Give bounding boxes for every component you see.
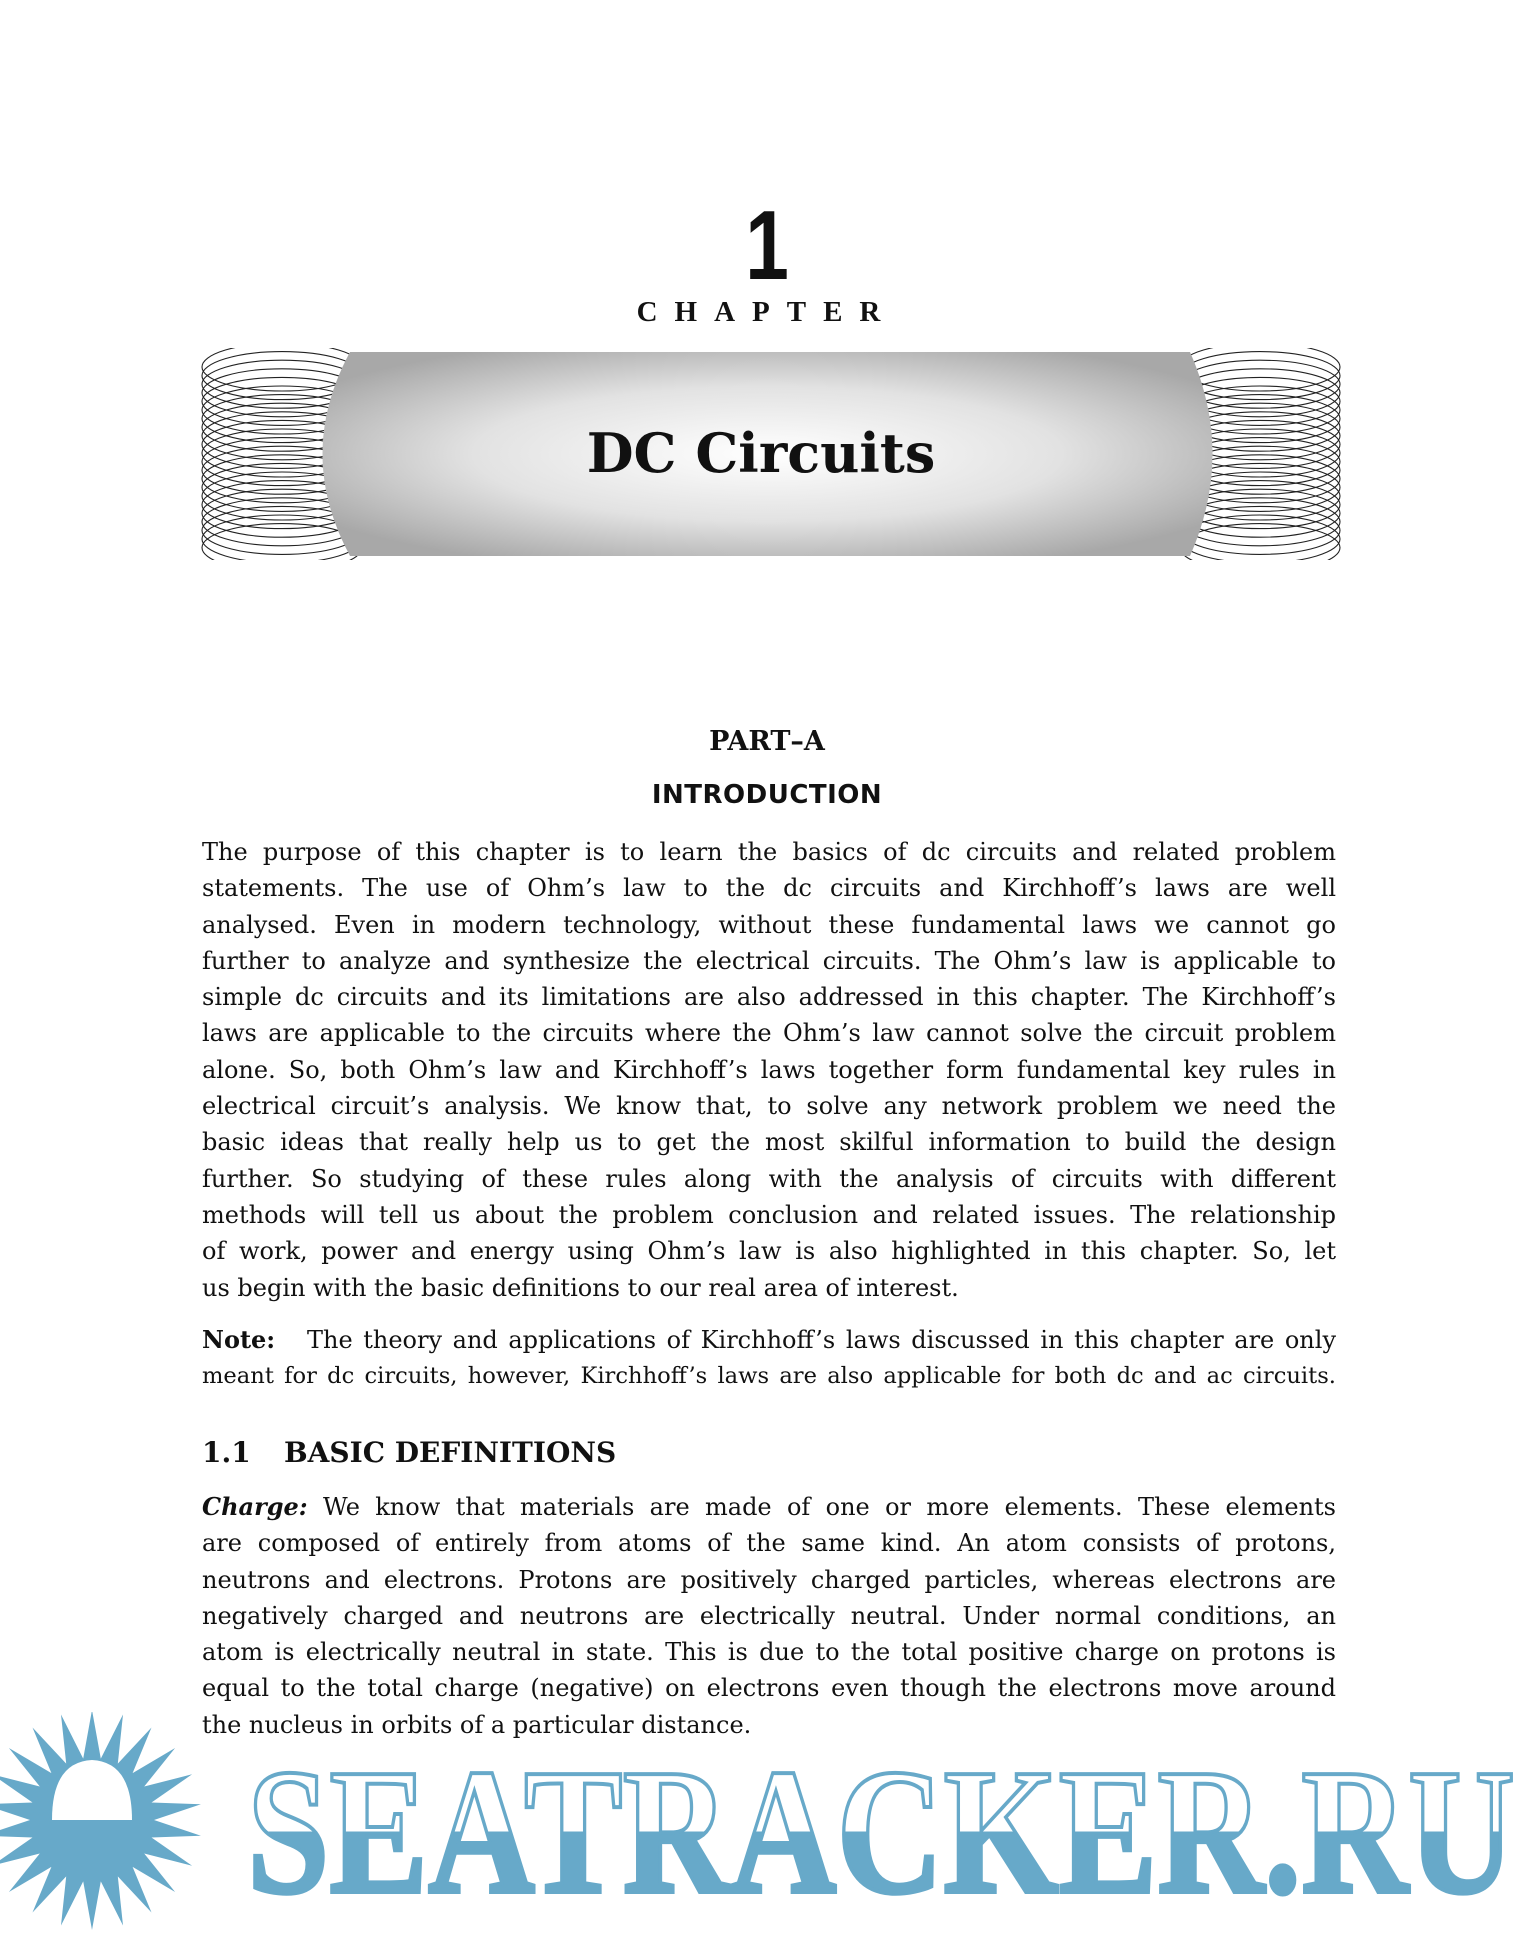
- paragraph-line: basic ideas that really help us to get the most skilful information to build the design: [202, 1128, 1336, 1157]
- paragraph-line: us begin with the basic definitions to our real area of interest.: [202, 1273, 959, 1302]
- paragraph-line: methods will tell us about the problem conclusion and related issues. The relationship: [202, 1200, 1336, 1229]
- paragraph-line: are composed of entirely from atoms of the same kind. An atom consists of protons,: [202, 1529, 1336, 1558]
- note-text: meant for dc circuits, however, Kirchhoff’s laws are also applicable for both dc and ac circuits.: [202, 1363, 1336, 1390]
- chapter-label: CHAPTER: [636, 296, 898, 328]
- paragraph-line: simple dc circuits and its limitations are also addressed in this chapter. The Kirchhoff’s: [202, 983, 1336, 1012]
- part-heading: PART–A: [709, 726, 825, 757]
- section-number: 1.1: [202, 1436, 251, 1469]
- paragraph-line: neutrons and electrons. Protons are positively charged particles, whereas electrons are: [202, 1565, 1336, 1594]
- paragraph-line: statements. The use of Ohm’s law to the dc circuits and Kirchhoff’s laws are well: [202, 874, 1336, 903]
- chapter-number: 1: [745, 190, 789, 300]
- paragraph-line: alone. So, both Ohm’s law and Kirchhoff’s laws together form fundamental key rules in: [202, 1055, 1336, 1084]
- note-text: The theory and applications of Kirchhoff’s laws discussed in this chapter are only: [306, 1326, 1336, 1354]
- chapter-title: DC Circuits: [586, 421, 936, 485]
- paragraph-line: the nucleus in orbits of a particular distance.: [202, 1710, 752, 1739]
- charge-paragraph: [202, 1489, 1336, 1743]
- charge-label: Charge:: [202, 1492, 308, 1521]
- paragraph-line: negatively charged and neutrons are electrically neutral. Under normal conditions, an: [202, 1601, 1336, 1630]
- paragraph-line: further to analyze and synthesize the electrical circuits. The Ohm’s law is applicable to: [202, 946, 1336, 975]
- watermark-logo: [0, 1712, 1534, 1934]
- paragraph-line: atom is electrically neutral in state. This is due to the total positive charge on protons is: [202, 1638, 1336, 1667]
- paragraph-line: analysed. Even in modern technology, without these fundamental laws we cannot go: [202, 910, 1336, 939]
- charge-text: We know that materials are made of one or more elements. These elements: [323, 1493, 1336, 1521]
- note-label: Note:: [202, 1325, 276, 1354]
- watermark-text: SEATRACKER.RU: [247, 1732, 1515, 1931]
- introduction-heading: INTRODUCTION: [651, 780, 883, 810]
- paragraph-line: The purpose of this chapter is to learn the basics of dc circuits and related problem: [202, 838, 1336, 866]
- section-heading: [202, 1436, 616, 1469]
- paragraph-line: equal to the total charge (negative) on electrons even though the electrons move around: [202, 1674, 1336, 1703]
- introduction-paragraph: [202, 834, 1336, 1306]
- paragraph-line: further. So studying of these rules along with the analysis of circuits with different: [202, 1164, 1336, 1193]
- note-paragraph: [202, 1322, 1336, 1395]
- sun-icon: [0, 1712, 201, 1930]
- paragraph-line: electrical circuit’s analysis. We know that, to solve any network problem we need the: [202, 1092, 1336, 1121]
- paragraph-line: of work, power and energy using Ohm’s law is also highlighted in this chapter. So, let: [202, 1237, 1336, 1266]
- section-title: BASIC DEFINITIONS: [284, 1436, 617, 1469]
- paragraph-line: laws are applicable to the circuits where the Ohm’s law cannot solve the circuit problem: [202, 1019, 1336, 1048]
